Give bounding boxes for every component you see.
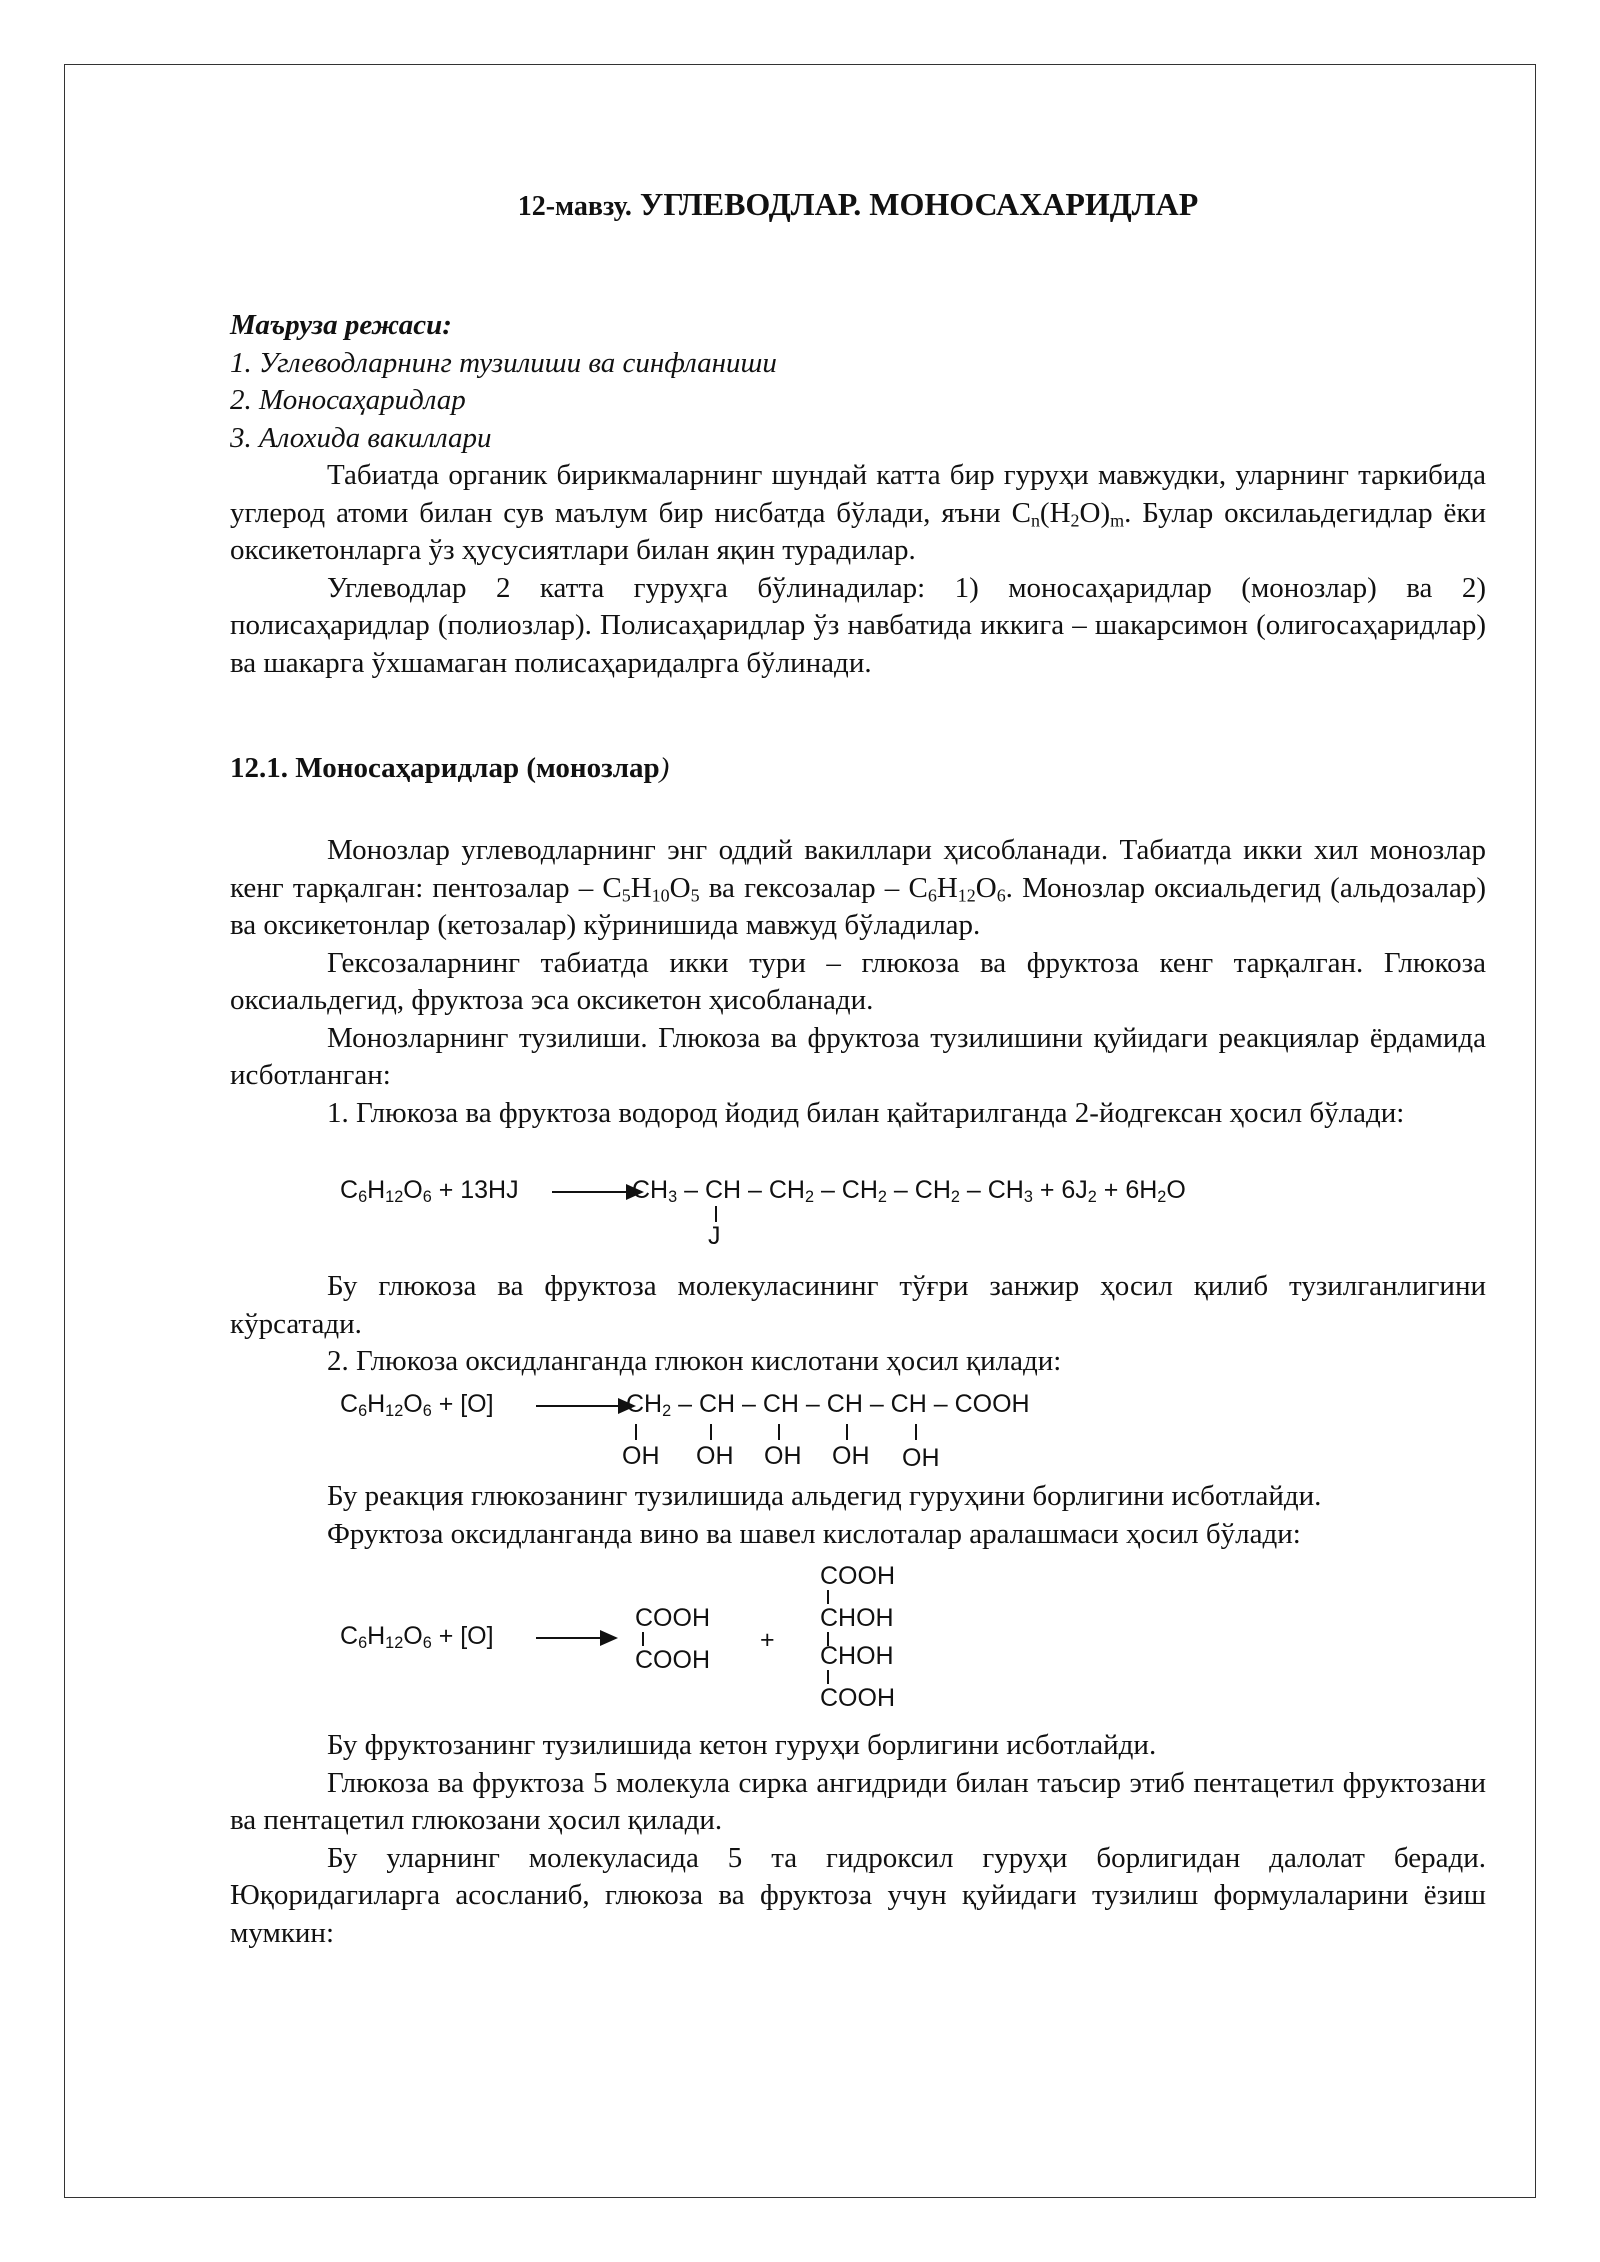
page-title — [230, 186, 1486, 223]
hydroxyl-group: OH — [764, 1442, 802, 1470]
equation-2 — [230, 1384, 1486, 1474]
eq2-rhs: $CH_2$ – CH – CH – CH – CH – COOH — [626, 1390, 1030, 1421]
hydroxyl-group: OH — [622, 1442, 660, 1470]
reaction-arrow — [552, 1191, 642, 1193]
title-main: УГЛЕВОДЛАР. МОНОСАХАРИДЛАР — [639, 186, 1199, 222]
paragraph-hydroxyl: Бу уларнинг молекуласида 5 та гидроксил гуруҳи борлигидан далолат беради. Юқоридагиларга асосланиб, глюкоза ва фруктоза учун қуйидаги тузилиш формулаларини ёзиш мумкин: — [230, 1841, 1486, 1949]
lecture-plan — [230, 307, 1486, 682]
plan-heading: Маъруза режаси: — [230, 309, 452, 341]
eq2-lhs: $C_6H_{12}O_6 + [O]$ — [340, 1390, 494, 1421]
intro-paragraph-1: Табиатда органик бирикмаларнинг шундай катта бир гуруҳи мавжудки, уларнинг таркибида углерод атоми билан сув маълум бир нисбатда бўлади, яъни $C_n(H_2O)_m$. Булар оксилаьдегидлар ёки оксикетонларга ўз ҳусусиятлари билан яқин турадилар. — [230, 459, 1486, 566]
equation-3 — [230, 1562, 1486, 1722]
paragraph-acetyl: Глюкоза ва фруктоза 5 молекула сирка ангидриди билан таъсир этиб пентацетил фруктозани ва пентацетил глюкозани ҳосил қилади. — [230, 1766, 1486, 1836]
bond-line — [710, 1424, 712, 1440]
title-prefix: 12-мавзу. — [517, 191, 632, 222]
bond-line — [846, 1424, 848, 1440]
section-body-3 — [230, 1478, 1486, 1553]
paragraph-hexoses: Гексозаларнинг табиатда икки тури – глюкоза ва фруктоза кенг тарқалган. Глюкоза оксиальдегид, фруктоза эса оксикетон ҳисобланади. — [230, 946, 1486, 1016]
tartaric-acid-1: COOH — [820, 1562, 895, 1590]
bond-line — [827, 1670, 829, 1684]
paragraph-ketone: Бу фруктозанинг тузилишида кетон гуруҳи борлигини исботлайди. — [327, 1729, 1157, 1761]
eq3-lhs: $C_6H_{12}O_6 + [O]$ — [340, 1622, 494, 1653]
oxalic-acid-bottom: COOH — [635, 1646, 710, 1674]
section-heading: 12.1. Моносаҳаридлар (монозлар) — [230, 752, 670, 784]
reaction-arrow — [536, 1637, 616, 1639]
bond-line — [715, 1206, 717, 1222]
bond-line — [642, 1632, 644, 1646]
intro-paragraph-2: Углеводлар 2 катта гуруҳга бўлинадилар: 1) моносаҳаридлар (монозлар) ва 2) полисаҳаридлар (полиозлар). Полисаҳаридлар ўз навбатида иккига – шакарсимон (олигосаҳаридлар) ва шакарга ўхшамаган полисаҳаридалрга бўлинади. — [230, 571, 1486, 679]
iodine-substituent: J — [708, 1222, 721, 1250]
eq1-lhs: $C_6H_{12}O_6 + 13HJ$ — [340, 1176, 519, 1207]
hydroxyl-group: OH — [696, 1442, 734, 1470]
paragraph-reaction-3: Фруктоза оксидланганда вино ва шавел кислоталар аралашмаси ҳосил бўлади: — [327, 1517, 1301, 1550]
hydroxyl-group: OH — [902, 1444, 940, 1472]
eq1-rhs: $CH_3$ – CH – $CH_2 - CH_2 - CH_2 - CH_3 + 6J_2 + 6H_2O$ — [632, 1176, 1186, 1207]
plan-item: 2. Моносаҳаридлар — [230, 384, 466, 416]
section-body-4 — [230, 1727, 1486, 1952]
paragraph-structure: Монозларнинг тузилиши. Глюкоза ва фруктоза тузилишини қуйидаги реакциялар ёрдамида исботланган: — [230, 1021, 1486, 1091]
paragraph-monoses: Монозлар углеводларнинг энг оддий вакиллари ҳисобланади. Табиатда икки хил монозлар кенг тарқалган: пентозалар – $C_5H_{10}O_5$ ва гексозалар – $C_6H_{12}O_6$. Монозлар оксиальдегид (альдозалар) ва оксикетонлар (кетозалар) кўринишида мавжуд бўладилар. — [230, 834, 1487, 941]
oxalic-acid-top: COOH — [635, 1604, 710, 1632]
hydroxyl-group: OH — [832, 1442, 870, 1470]
bond-line — [635, 1424, 637, 1440]
bond-line — [778, 1424, 780, 1440]
reaction-arrow — [536, 1405, 634, 1407]
section-body-1 — [230, 832, 1486, 1132]
bond-line — [827, 1590, 829, 1604]
tartaric-acid-2: CHOH — [820, 1604, 894, 1632]
plus-sign: + — [760, 1626, 775, 1654]
paragraph-aldehyde: Бу реакция глюкозанинг тузилишида альдегид гуруҳини борлигини исботлайди. — [327, 1480, 1322, 1512]
plan-item: 1. Углеводларнинг тузилиши ва синфланиши — [230, 346, 777, 379]
plan-item: 3. Алохида вакиллари — [230, 421, 492, 454]
paragraph-reaction-2: 2. Глюкоза оксидланганда глюкон кислотани ҳосил қилади: — [327, 1345, 1062, 1377]
bond-line — [915, 1424, 917, 1440]
tartaric-acid-3: CHOH — [820, 1642, 894, 1670]
paragraph-straight-chain: Бу глюкоза ва фруктоза молекуласининг тўғри занжир ҳосил қилиб тузилганлигини кўрсатади. — [230, 1270, 1486, 1340]
tartaric-acid-4: COOH — [820, 1684, 895, 1712]
paragraph-reaction-1: 1. Глюкоза ва фруктоза водород йодид билан қайтарилганда 2-йодгексан ҳосил бўлади: — [327, 1096, 1405, 1129]
equation-1 — [230, 1170, 1486, 1250]
section-body-2 — [230, 1268, 1486, 1381]
